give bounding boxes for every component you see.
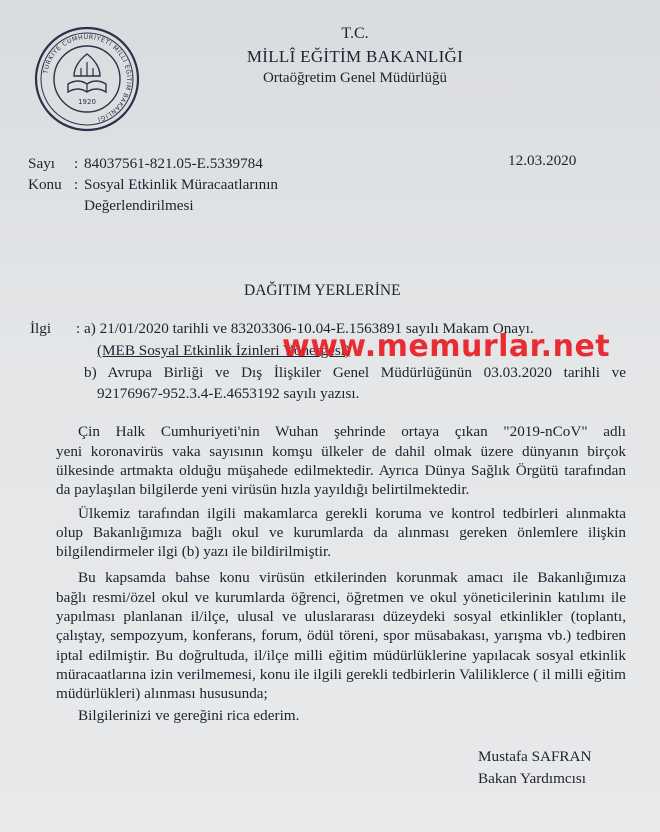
header-ministry: MİLLÎ EĞİTİM BAKANLIĞI <box>246 47 464 66</box>
signatory-name: Mustafa SAFRAN <box>478 748 592 765</box>
ilgi-b-line-2: 92176967-952.3.4-E.4653192 sayılı yazısı. <box>97 385 360 402</box>
p1-line-1: Çin Halk Cumhuriyeti'nin Wuhan şehrinde ortaya çıkan "2019-nCoV" adlı <box>78 423 626 440</box>
recipient-heading: DAĞITIM YERLERİNE <box>244 282 401 299</box>
konu-line-2: Değerlendirilmesi <box>84 197 194 214</box>
document-date: 12.03.2020 <box>508 152 577 169</box>
header-tc: T.C. <box>341 25 369 42</box>
sayi-separator: : <box>74 155 79 172</box>
svg-text:TÜRKİYE CUMHURİYETİ MİLLÎ EĞİT: TÜRKİYE CUMHURİYETİ MİLLÎ EĞİTİM BAKANLIĞI <box>42 33 133 123</box>
p3-line-5: iptal edilmiştir. Bu doğrultuda, il/ilçe milli eğitim müdürlüklerine yapılacak sosyal etkinlik <box>56 647 626 664</box>
p3-line-1: Bu kapsamda bahse konu virüsün etkilerinden korunmak amacı ile Bakanlığımıza <box>78 569 626 586</box>
ministry-seal-logo <box>34 26 140 132</box>
p1-line-4: da paylaşılan bilgilerde yeni virüsün hızla yayıldığı belirtilmektedir. <box>56 481 470 498</box>
watermark: www.memurlar.net <box>282 329 611 364</box>
header-directorate: Ortaöğretim Genel Müdürlüğü <box>262 70 448 86</box>
ilgi-label: İlgi <box>30 320 52 337</box>
ilgi-b-line-1: b) Avrupa Birliği ve Dış İlişkiler Genel Müdürlüğünün 03.03.2020 tarihli ve <box>84 364 626 381</box>
p2-line-3: bilgilendirmeler ilgi (b) yazı ile bildirilmiştir. <box>56 543 332 560</box>
ilgi-separator: : <box>76 320 81 337</box>
p1-line-3: ülkesinde artmakta olduğu müşahede edilmektedir. Ayrıca Dünya Sağlık Örgütü tarafından <box>56 462 626 479</box>
signatory-title: Bakan Yardımcısı <box>478 770 586 787</box>
konu-separator: : <box>74 176 79 193</box>
ilgi-a-line-2: (MEB Sosyal Etkinlik İzinleri Yönergesi) <box>97 342 351 359</box>
ilgi-a-line-1: a) 21/01/2020 tarihli ve 83203306-10.04-E.1563891 sayılı Makam Onayı. <box>84 320 534 337</box>
p3-line-6: müracaatlarına izin verilmemesi, konu ile ilgili gerekli tedbirlerin Valiliklerce ( il milli eğitim <box>56 666 626 683</box>
seal-year: 1920 <box>78 98 96 106</box>
p3-line-7: müdürlükleri) alınması hususunda; <box>56 685 268 702</box>
closing-line: Bilgilerinizi ve gereğini rica ederim. <box>78 707 300 724</box>
p3-line-3: yapılması planlanan il/ilçe, ulusal ve uluslararası düzeydeki sosyal etkinlikler (toplantı, <box>56 608 626 625</box>
sayi-label: Sayı <box>28 155 56 172</box>
konu-line-1: Sosyal Etkinlik Müracaatlarının <box>84 176 279 193</box>
p3-line-4: çalıştay, sempozyum, konferans, forum, ödül töreni, spor müsabakası, yarışma vb.) tedbiren <box>56 627 626 644</box>
p1-line-2: yeni koronavirüs vaka sayısının komşu ülkeler de dahil olmak üzere dünyanın birçok <box>56 443 626 460</box>
p2-line-2: olup Bakanlığımıza bağlı okul ve kurumlarda da alınması gereken önlemlere ilişkin <box>56 524 626 541</box>
konu-label: Konu <box>28 176 62 193</box>
sayi-value: 84037561-821.05-E.5339784 <box>84 155 263 172</box>
p2-line-1: Ülkemiz tarafından ilgili makamlarca gerekli koruma ve kontrol tedbirleri alınmakta <box>78 505 626 522</box>
p3-line-2: bağlı resmi/özel okul ve kurumlarda öğrenci, öğretmen ve okul yöneticilerinin katılımı ile <box>56 589 626 606</box>
